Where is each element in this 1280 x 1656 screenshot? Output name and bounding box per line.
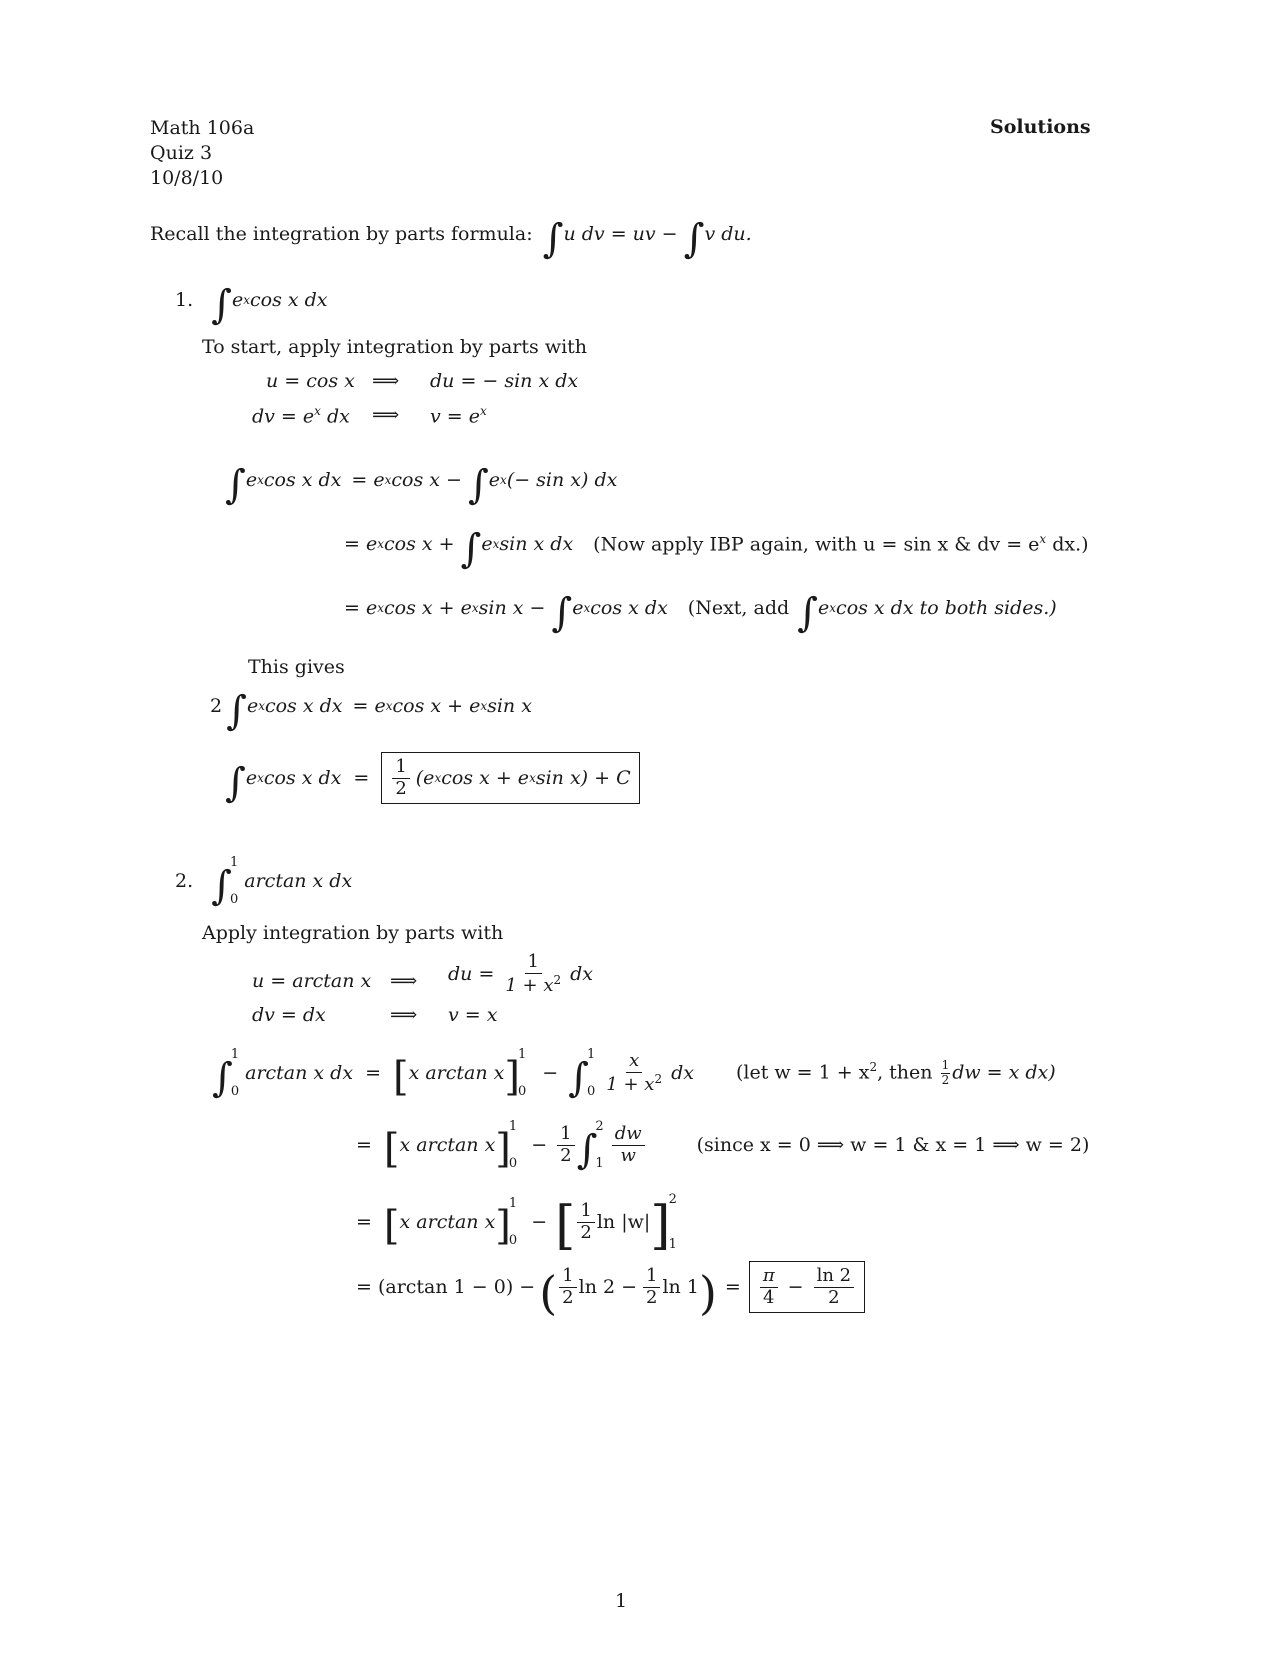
recall-v: v — [704, 223, 716, 245]
problem-1-statement — [175, 280, 328, 328]
p2-line1 — [212, 1047, 1056, 1101]
equals: = — [353, 767, 370, 790]
exp-sup: x — [377, 537, 384, 551]
denominator: 4 — [763, 1286, 775, 1308]
exp-sup: x — [492, 537, 500, 551]
solutions-label: Solutions — [990, 116, 1091, 138]
half-fraction — [557, 1124, 574, 1166]
right-paren: ) — [698, 1266, 717, 1320]
numerator: 1 — [525, 952, 542, 974]
text: ln 2 − — [578, 1276, 638, 1298]
numerator: dw — [612, 1124, 645, 1146]
fraction — [502, 952, 564, 996]
integral-sign: ∫ — [576, 1127, 598, 1173]
exp-base: e — [245, 767, 258, 790]
exp-sup: x — [243, 293, 251, 307]
note: (Next, add — [687, 597, 790, 619]
exp-sup: x — [434, 771, 442, 786]
dx: dx — [570, 963, 594, 986]
upper-limit: 1 — [508, 1119, 518, 1134]
exp-sup: x — [257, 771, 264, 786]
answer-box — [749, 1261, 865, 1313]
this-gives: This gives — [248, 656, 345, 678]
denominator: 2 — [941, 1072, 950, 1087]
text: cos x + — [384, 533, 455, 555]
exp-sup: x — [1039, 532, 1047, 547]
lower-limit: 1 — [668, 1237, 677, 1252]
recall-uv: = uv − — [610, 223, 678, 245]
exp-base: e — [572, 597, 584, 619]
integral-sign: ∫ — [797, 590, 819, 636]
problem-2-intro: Apply integration by parts with — [202, 922, 504, 944]
integral-sign: ∫ — [542, 216, 564, 262]
denominator: w — [620, 1144, 636, 1166]
lhs: cos x dx — [263, 469, 342, 491]
exp-sup: x — [500, 473, 507, 487]
sub-u-right — [448, 952, 593, 996]
integrand: arctan x dx — [245, 1062, 354, 1084]
exp-sup: x — [480, 699, 488, 713]
integral-sign: ∫ — [211, 282, 232, 328]
lower-limit: 0 — [229, 892, 239, 907]
integral-sign: ∫ — [551, 590, 573, 636]
coefficient: 2 — [210, 695, 223, 717]
equals: = — [356, 1211, 372, 1233]
ibp-note — [593, 532, 1088, 555]
numerator: π — [760, 1266, 778, 1288]
integral-sign: ∫ — [226, 688, 247, 734]
left-paren: ( — [539, 1266, 558, 1320]
numerator: x — [626, 1051, 642, 1073]
p1-line2 — [344, 524, 1089, 572]
text: cos x dx — [590, 597, 668, 619]
minus: − — [542, 1062, 559, 1084]
text: 1 + x — [606, 1073, 655, 1095]
lower-limit: 0 — [508, 1156, 518, 1171]
numerator: 1 — [643, 1266, 660, 1288]
half-fraction — [941, 1059, 951, 1088]
answer-box — [381, 752, 639, 804]
denominator: $1 + x^2$ — [606, 1071, 663, 1095]
exp-sup: x — [529, 771, 536, 786]
right-bracket: ] — [650, 1196, 671, 1256]
half-fraction — [392, 757, 409, 799]
text: cos x + e — [441, 767, 530, 790]
text: cos x − — [391, 469, 462, 491]
right-bracket: ] — [495, 1203, 511, 1249]
integral-sign: ∫ — [225, 760, 246, 807]
course-name: Math 106a — [150, 117, 255, 139]
denominator: 2 — [646, 1286, 658, 1308]
text: = e — [344, 597, 378, 619]
exp-sup: x — [471, 601, 479, 615]
text: du = — [448, 963, 495, 986]
implies-arrow: ⟹ — [372, 370, 400, 392]
lower-limit: 0 — [230, 1084, 240, 1099]
exp-sup: x — [829, 601, 837, 615]
note: cos x dx to both sides.) — [836, 597, 1057, 619]
exp-base: e — [245, 469, 258, 491]
denominator: 2 — [580, 1221, 592, 1243]
numerator: ln 2 — [814, 1266, 855, 1288]
sub-dv-left — [252, 404, 350, 427]
text: (− sin x) dx — [506, 469, 618, 491]
ln-abs-w: ln |w| — [596, 1211, 651, 1233]
half-fraction — [643, 1266, 660, 1308]
exp-sup: x — [377, 601, 384, 615]
text: dx.) — [1046, 533, 1089, 556]
text: dx — [320, 405, 350, 428]
pi-over-four — [760, 1266, 778, 1308]
denominator: 2 — [560, 1144, 572, 1166]
problem-2-statement — [175, 855, 353, 909]
recall-du: du. — [721, 223, 752, 245]
denominator: 2 — [828, 1286, 840, 1308]
text: (let w = 1 + x — [735, 1061, 870, 1083]
p2-line4 — [356, 1260, 865, 1320]
header-block — [150, 116, 254, 191]
left-bracket: [ — [383, 1203, 400, 1249]
text: cos x + e — [384, 597, 472, 619]
sub-dv-left: dv = dx — [252, 1004, 326, 1026]
fraction — [612, 1124, 645, 1166]
dx: dx — [671, 1062, 694, 1084]
right-bracket: ] — [495, 1126, 511, 1172]
text: 1 + x — [505, 974, 554, 996]
sub-u-right: du = − sin x dx — [430, 370, 579, 392]
quiz-date: 10/8/10 — [150, 167, 224, 189]
equals: = — [356, 1134, 372, 1156]
integral-sign: ∫ — [225, 462, 246, 508]
exp-sup: x — [384, 473, 392, 487]
lower-limit: 1 — [595, 1156, 604, 1171]
minus: − — [787, 1276, 804, 1298]
exp-base: e — [488, 469, 501, 491]
text: v = e — [430, 405, 480, 428]
text: , then — [877, 1061, 933, 1083]
lower-limit: 0 — [517, 1084, 527, 1099]
ln2-over-two — [814, 1266, 855, 1308]
numerator: 1 — [941, 1057, 950, 1072]
sub-u-left: u = arctan x — [252, 970, 372, 992]
implies-arrow: ⟹ — [372, 404, 400, 426]
problem-number: 2. — [175, 870, 194, 892]
integral-sign: ∫ — [467, 462, 489, 508]
text: dv = e — [252, 405, 315, 428]
text: sin x) + C — [535, 767, 631, 790]
p2-line3 — [356, 1192, 683, 1256]
minus: − — [531, 1211, 548, 1233]
lower-limit: 0 — [587, 1084, 596, 1099]
recall-line — [150, 214, 752, 262]
statement-rest: cos x dx — [250, 289, 328, 311]
recall-dv: dv — [581, 223, 605, 245]
text: = e — [352, 695, 386, 717]
p1-line3 — [344, 588, 1057, 636]
p2-line2 — [356, 1119, 1090, 1173]
text: sin x dx — [499, 533, 574, 555]
exp-sup: x — [258, 699, 265, 713]
minus: − — [531, 1134, 548, 1156]
substitution-note: (let $w = 1 + x^2$, then $\frac{1}{2}$ dw = x dx) — [735, 1057, 1056, 1087]
text: sin x − — [478, 597, 546, 619]
p1-final — [225, 752, 640, 807]
lhs: cos x dx — [264, 695, 343, 717]
integrand: arctan x dx — [244, 870, 353, 892]
text: (Now apply IBP again, with u = sin x & dv = e — [593, 533, 1040, 556]
numerator: 1 — [559, 1266, 576, 1288]
integral-sign: ∫ — [568, 1055, 590, 1101]
problem-1-intro: To start, apply integration by parts with — [202, 336, 588, 358]
upper-limit: 1 — [230, 1047, 240, 1062]
numerator: 1 — [577, 1201, 594, 1223]
left-bracket: [ — [383, 1126, 400, 1172]
left-bracket: [ — [392, 1054, 409, 1100]
implies-arrow: ⟹ — [390, 970, 418, 992]
sub-dv-right — [430, 404, 487, 427]
exp-base: e — [231, 289, 244, 311]
upper-limit: 2 — [668, 1192, 677, 1207]
exp-sup: x — [583, 601, 591, 615]
equals: = — [365, 1062, 381, 1084]
text: dw = x dx) — [952, 1061, 1056, 1083]
exp-base: e — [481, 533, 493, 555]
sub-u-left: u = cos x — [266, 370, 355, 392]
sub-dv-right: v = x — [448, 1004, 498, 1026]
implies-arrow: ⟹ — [390, 1004, 418, 1026]
problem-number: 1. — [175, 289, 194, 311]
exp-sup: x — [314, 404, 321, 418]
denominator: 2 — [395, 777, 407, 799]
fraction — [603, 1051, 665, 1095]
exp-sup: x — [385, 699, 393, 713]
upper-limit: 1 — [229, 855, 239, 870]
denominator: $1 + x^2$ — [505, 972, 562, 996]
exp-sup: x — [257, 473, 264, 487]
page-number: 1 — [615, 1590, 628, 1612]
lhs: cos x dx — [263, 767, 342, 790]
text: = e — [344, 533, 378, 555]
numerator: 1 — [392, 757, 409, 779]
integral-sign: ∫ — [212, 1055, 233, 1101]
half-fraction — [559, 1266, 576, 1308]
p1-result-line — [210, 686, 532, 734]
integral-sign: ∫ — [460, 526, 482, 572]
upper-limit: 1 — [587, 1047, 596, 1062]
p1-line1 — [225, 460, 618, 508]
text: (e — [415, 767, 435, 790]
xarctan: x arctan x — [408, 1062, 505, 1084]
denominator: 2 — [562, 1286, 574, 1308]
exp-base: e — [818, 597, 830, 619]
equals: = — [724, 1276, 741, 1298]
upper-limit: 1 — [508, 1196, 518, 1211]
limits-note: (since x = 0 ⟹ w = 1 & x = 1 ⟹ w = 2) — [696, 1134, 1090, 1156]
integral-sign: ∫ — [211, 863, 232, 909]
left-bracket: [ — [555, 1196, 576, 1256]
exp-sup: x — [479, 404, 487, 418]
numerator: 1 — [557, 1124, 574, 1146]
exp-base: e — [246, 695, 259, 717]
integral-sign: ∫ — [683, 216, 705, 262]
text: sin x — [487, 695, 532, 717]
recall-text: Recall the integration by parts formula: — [150, 223, 533, 245]
upper-limit: 1 — [517, 1047, 527, 1062]
upper-limit: 2 — [595, 1119, 604, 1134]
right-bracket: ] — [504, 1054, 520, 1100]
xarctan: x arctan x — [399, 1211, 496, 1233]
text: = (arctan 1 − 0) − — [356, 1276, 536, 1298]
recall-u: u — [563, 223, 576, 245]
text: cos x + e — [392, 695, 481, 717]
lower-limit: 0 — [508, 1233, 518, 1248]
half-fraction — [577, 1201, 594, 1243]
text: = e — [351, 469, 385, 491]
xarctan: x arctan x — [399, 1134, 496, 1156]
quiz-number: Quiz 3 — [150, 142, 213, 164]
text: ln 1 — [662, 1276, 699, 1298]
